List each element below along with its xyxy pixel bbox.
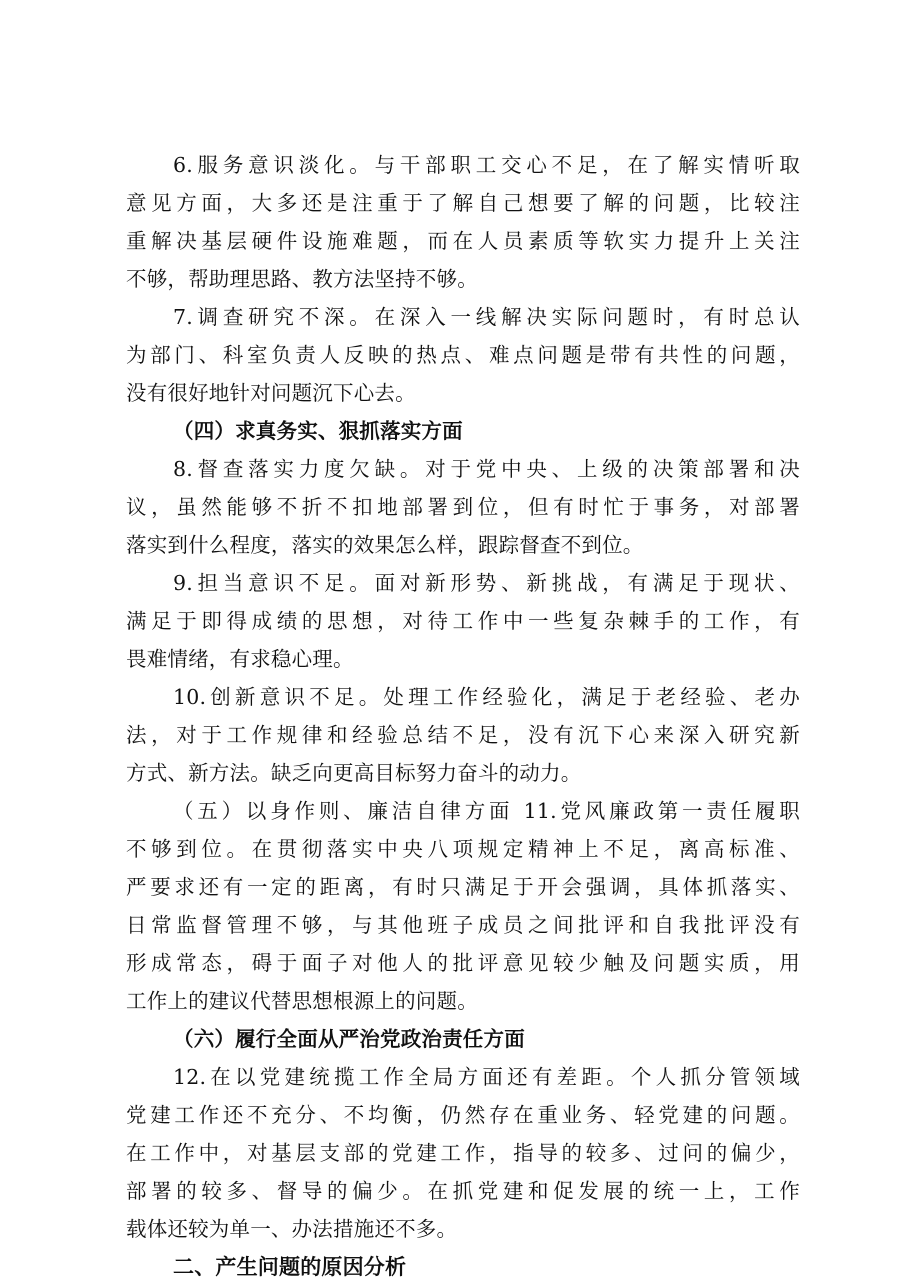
- paragraph-11-line-6: 工作上的建议代替思想根源上的问题。: [126, 989, 478, 1013]
- paragraph-11-line-4: 日常监督管理不够，与其他班子成员之间批评和自我批评没有: [126, 913, 800, 937]
- paragraph-11-line-3: 严要求还有一定的距离，有时只满足于开会强调，具体抓落实、: [126, 875, 800, 899]
- paragraph-10-line-3: 方式、新方法。缺乏向更高目标努力奋斗的动力。: [126, 761, 582, 785]
- heading-section-4: （四）求真务实、狠抓落实方面: [173, 419, 463, 443]
- paragraph-7-line-3: 没有很好地针对问题沉下心去。: [126, 381, 416, 405]
- paragraph-9-line-2: 满足于即得成绩的思想，对待工作中一些复杂棘手的工作，有: [126, 609, 800, 633]
- paragraph-6-line-1: 6.服务意识淡化。与干部职工交心不足，在了解实情听取: [173, 153, 800, 177]
- paragraph-7-line-1: 7.调查研究不深。在深入一线解决实际问题时，有时总认: [173, 305, 800, 329]
- paragraph-6-line-4: 不够，帮助理思路、教方法坚持不够。: [126, 267, 478, 291]
- paragraph-12-line-1: 12.在以党建统揽工作全局方面还有差距。个人抓分管领域: [173, 1065, 800, 1089]
- paragraph-8-line-1: 8.督查落实力度欠缺。对于党中央、上级的决策部署和决: [173, 457, 800, 481]
- paragraph-8-line-2: 议，虽然能够不折不扣地部署到位，但有时忙于事务，对部署: [126, 495, 800, 519]
- paragraph-6-line-2: 意见方面，大多还是注重于了解自己想要了解的问题，比较注: [126, 191, 800, 215]
- paragraph-10-line-2: 法，对于工作规律和经验总结不足，没有沉下心来深入研究新: [126, 723, 800, 747]
- paragraph-11-line-1: （五）以身作则、廉洁自律方面 11.党风廉政第一责任履职: [173, 799, 800, 823]
- paragraph-7-line-2: 为部门、科室负责人反映的热点、难点问题是带有共性的问题，: [126, 343, 800, 367]
- paragraph-9-line-3: 畏难情绪，有求稳心理。: [126, 647, 354, 671]
- section-heading-2: 二、产生问题的原因分析: [173, 1255, 407, 1279]
- paragraph-11-line-2: 不够到位。在贯彻落实中央八项规定精神上不足，离高标准、: [126, 837, 800, 861]
- paragraph-6-line-3: 重解决基层硬件设施难题，而在人员素质等软实力提升上关注: [126, 229, 800, 253]
- paragraph-11-line-5: 形成常态，碍于面子对他人的批评意见较少触及问题实质，用: [126, 951, 800, 975]
- paragraph-12-line-2: 党建工作还不充分、不均衡，仍然存在重业务、轻党建的问题。: [126, 1103, 800, 1127]
- paragraph-10-line-1: 10.创新意识不足。处理工作经验化，满足于老经验、老办: [173, 685, 800, 709]
- paragraph-12-line-5: 载体还较为单一、办法措施还不多。: [126, 1217, 458, 1241]
- heading-section-6: （六）履行全面从严治党政治责任方面: [173, 1027, 525, 1051]
- paragraph-12-line-3: 在工作中，对基层支部的党建工作，指导的较多、过问的偏少，: [126, 1141, 800, 1165]
- paragraph-12-line-4: 部署的较多、督导的偏少。在抓党建和促发展的统一上，工作: [126, 1179, 800, 1203]
- paragraph-9-line-1: 9.担当意识不足。面对新形势、新挑战，有满足于现状、: [173, 571, 800, 595]
- paragraph-8-line-3: 落实到什么程度，落实的效果怎么样，跟踪督查不到位。: [126, 533, 644, 557]
